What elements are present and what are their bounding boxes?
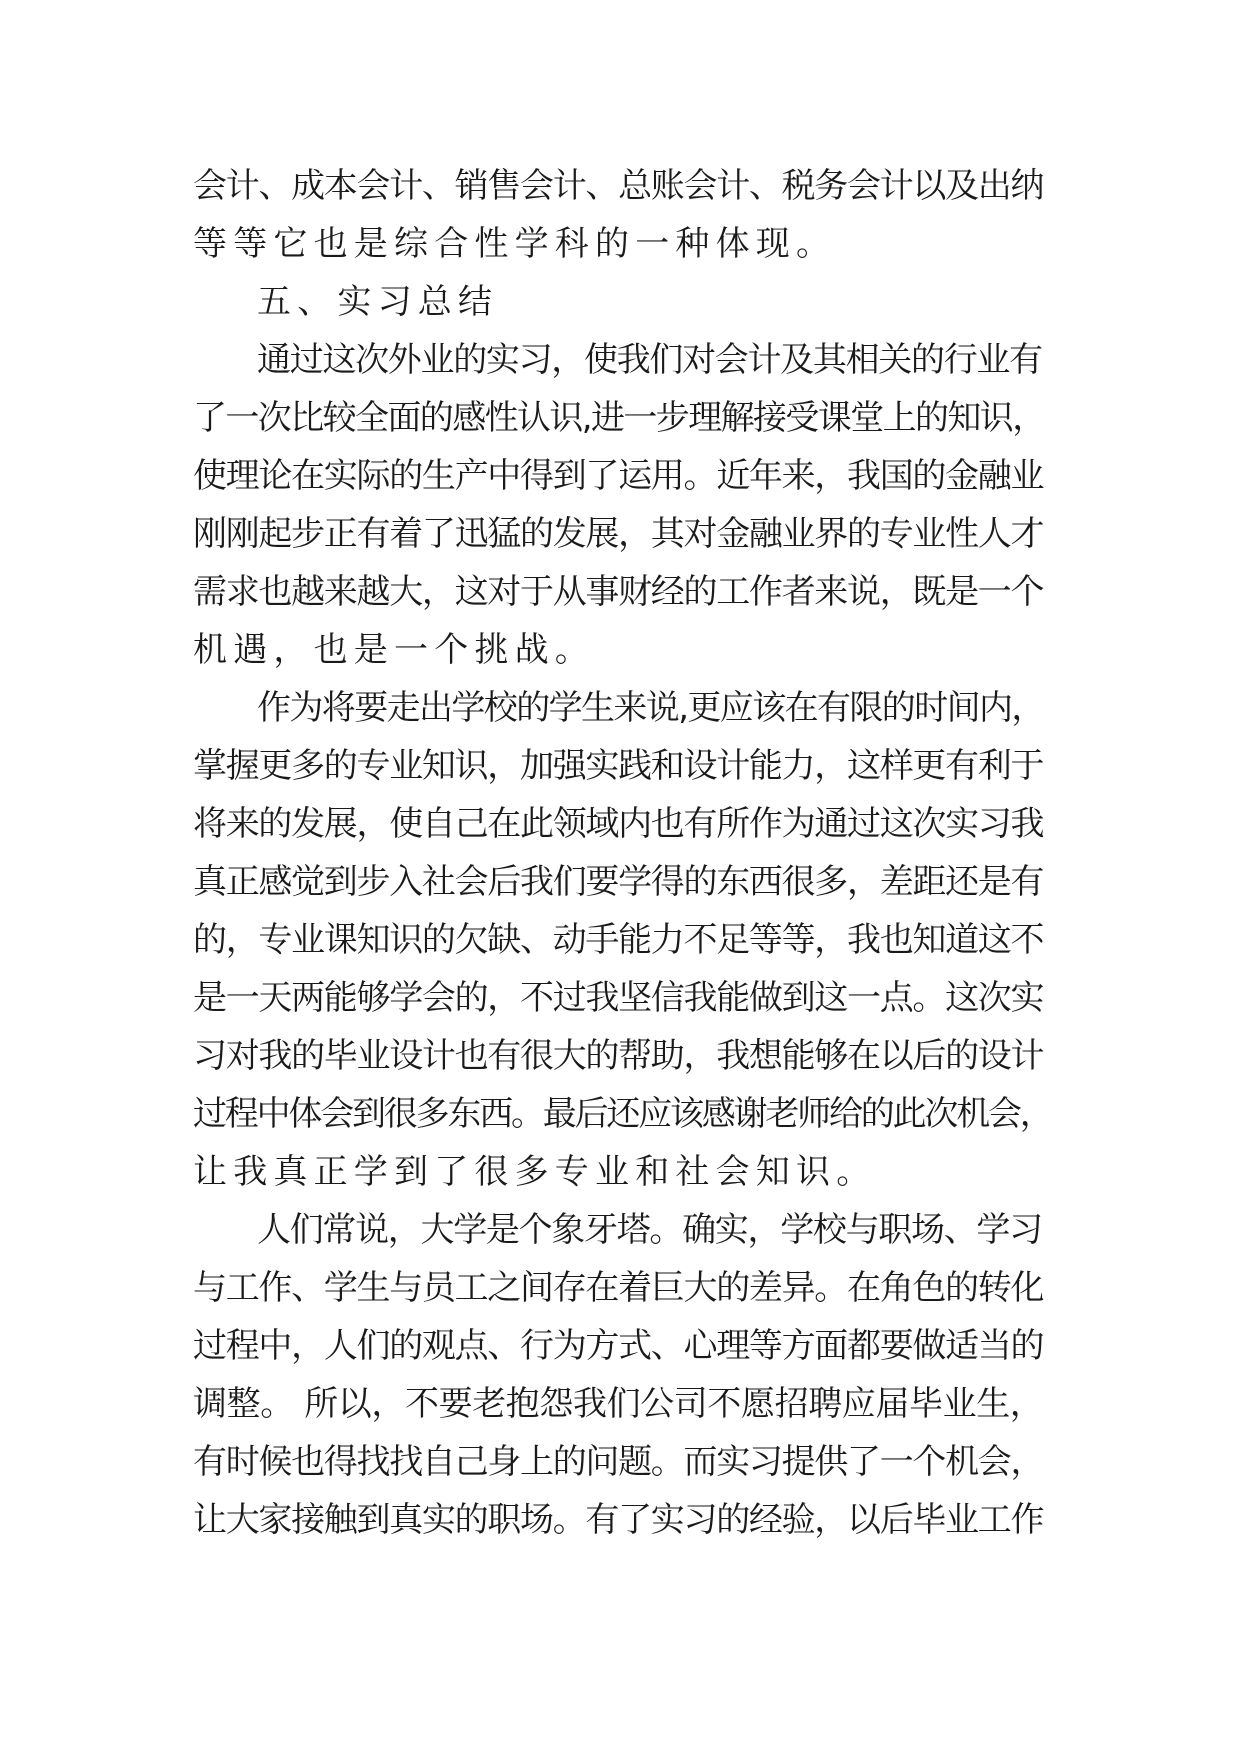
- text-line: 掌握更多的专业知识，加强实践和设计能力，这样更有利于: [193, 746, 1044, 786]
- text-line: 等等它也是综合性学科的一种体现。: [193, 224, 837, 264]
- text-line: 真正感觉到步入社会后我们要学得的东西很多，差距还是有: [193, 862, 1044, 902]
- text-line: 让我真正学到了很多专业和社会知识。: [193, 1152, 877, 1192]
- text-line: 习对我的毕业设计也有很大的帮助，我想能够在以后的设计: [193, 1036, 1044, 1076]
- text-line: 会计、成本会计、销售会计、总账会计、税务会计以及出纳: [193, 166, 1044, 206]
- text-line: 调整。 所以，不要老抱怨我们公司不愿招聘应届毕业生，: [193, 1384, 1044, 1424]
- text-line: 将来的发展，使自己在此领域内也有所作为通过这次实习我: [193, 804, 1044, 844]
- text-line: 过程中，人们的观点、行为方式、心理等方面都要做适当的: [193, 1326, 1044, 1366]
- section-heading: 五、实习总结: [257, 282, 499, 322]
- text-line: 让大家接触到真实的职场。有了实习的经验，以后毕业工作: [193, 1500, 1044, 1540]
- text-line: 了一次比较全面的感性认识,进一步理解接受课堂上的知识，: [193, 398, 1045, 438]
- text-line: 机遇，也是一个挑战。: [193, 630, 595, 670]
- text-line: 的，专业课知识的欠缺、动手能力不足等等，我也知道这不: [193, 920, 1044, 960]
- text-line: 与工作、学生与员工之间存在着巨大的差异。在角色的转化: [193, 1268, 1044, 1308]
- text-line: 是一天两能够学会的，不过我坚信我能做到这一点。这次实: [193, 978, 1044, 1018]
- text-line: 通过这次外业的实习，使我们对会计及其相关的行业有: [257, 340, 1042, 380]
- text-line: 有时候也得找找自己身上的问题。而实习提供了一个机会，: [193, 1442, 1044, 1482]
- text-line: 使理论在实际的生产中得到了运用。近年来，我国的金融业: [193, 456, 1044, 496]
- text-line: 作为将要走出学校的学生来说,更应该在有限的时间内，: [257, 688, 1044, 728]
- text-line: 过程中体会到很多东西。最后还应该感谢老师给的此次机会，: [193, 1094, 1052, 1134]
- text-line: 刚刚起步正有着了迅猛的发展，其对金融业界的专业性人才: [193, 514, 1044, 554]
- text-line: 需求也越来越大，这对于从事财经的工作者来说，既是一个: [193, 572, 1044, 612]
- text-line: 人们常说，大学是个象牙塔。确实，学校与职场、学习: [257, 1210, 1042, 1250]
